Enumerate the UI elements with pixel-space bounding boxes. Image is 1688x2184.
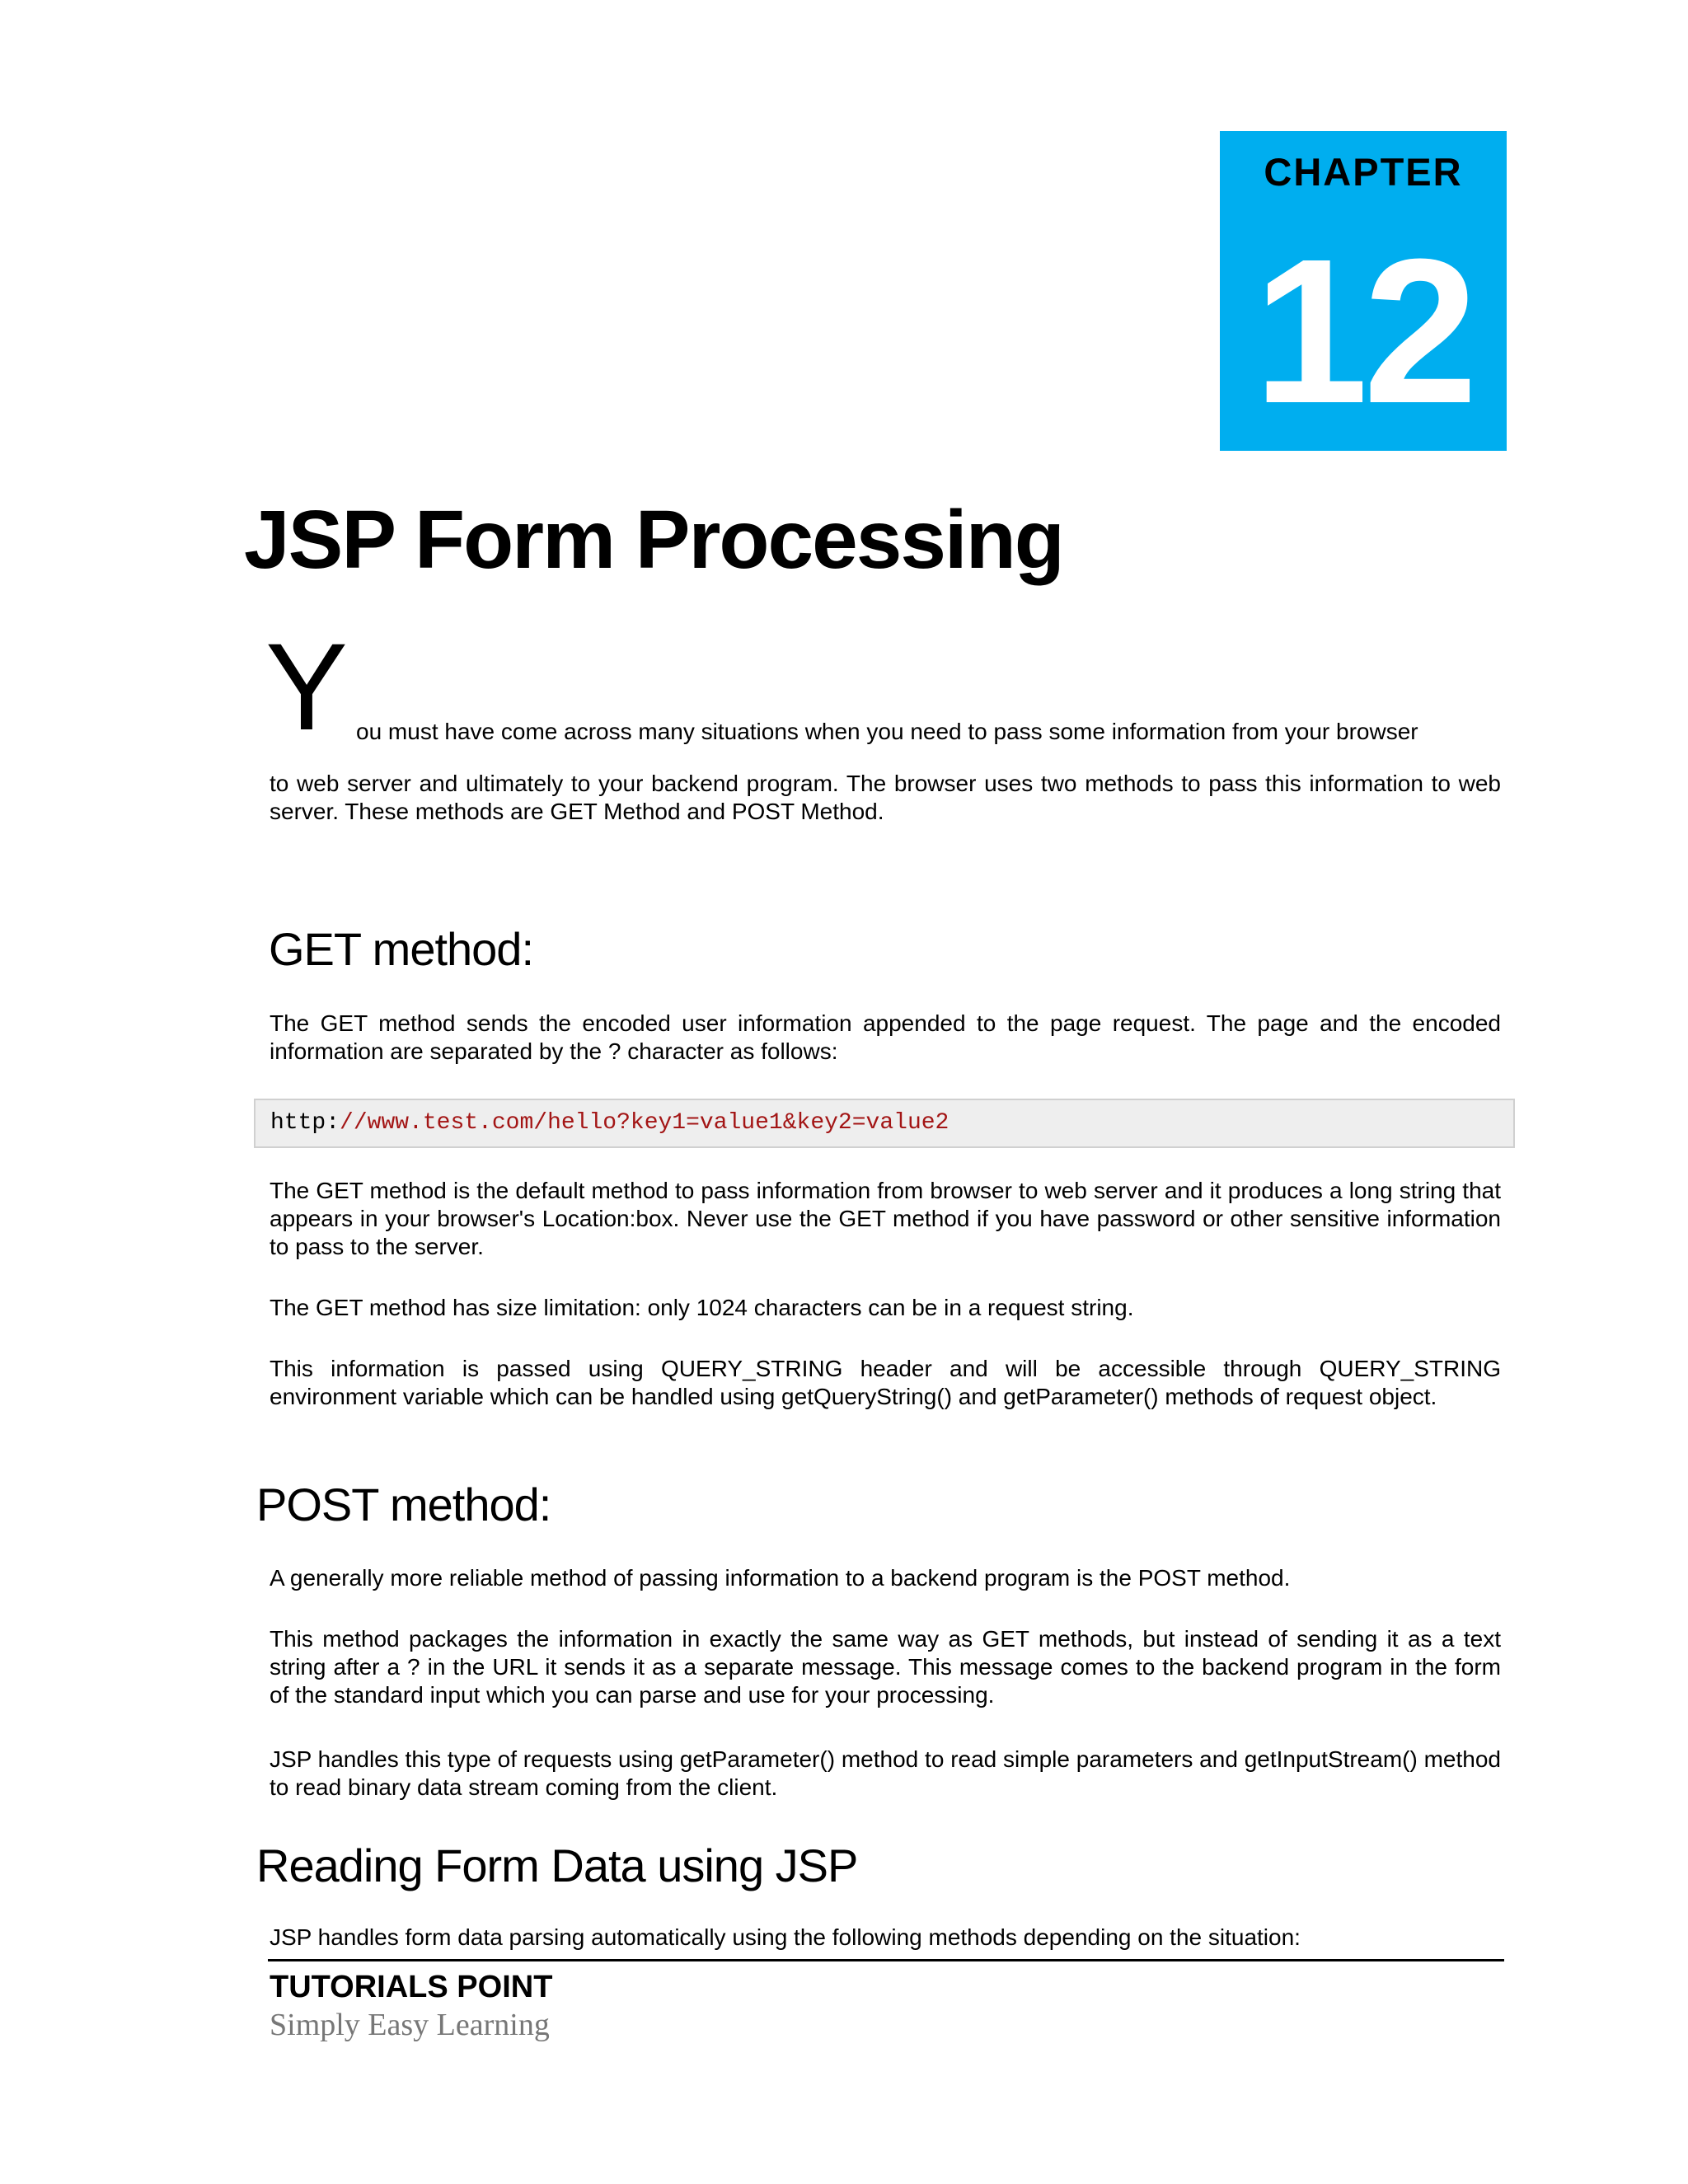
post-paragraph-2: This method packages the information in exactly the same way as GET methods, but instead of sending it as a text string after a ? in the URL it sends it as a separate message. This message comes to the backend program in the form of the standard input which you can parse and use for your processing.: [270, 1626, 1501, 1708]
get-paragraph-2: The GET method is the default method to pass information from browser to web server and it produces a long string that appears in your browser's Location:box. Never use the GET method if you have password or other sensitive information to pass to the server.: [270, 1178, 1501, 1259]
chapter-label: CHAPTER: [1264, 150, 1463, 194]
post-method-heading: POST method:: [256, 1479, 551, 1530]
chapter-badge: [1220, 131, 1507, 451]
get-paragraph-1: The GET method sends the encoded user information appended to the page request. The page and the encoded information are separated by the ? character as follows:: [270, 1010, 1501, 1064]
post-paragraph-3: JSP handles this type of requests using getParameter() method to read simple parameters and getInputStream() method to read binary data stream coming from the client.: [270, 1746, 1501, 1800]
chapter-number: 12: [1253, 216, 1474, 446]
get-paragraph-3: The GET method has size limitation: only 1024 characters can be in a request string.: [270, 1295, 1134, 1320]
reading-heading: Reading Form Data using JSP: [256, 1840, 858, 1891]
intro-first-line: ou must have come across many situations when you need to pass some information from your browser: [356, 719, 1418, 744]
get-method-heading: GET method:: [269, 923, 534, 975]
footer-brand: TUTORIALS POINT: [270, 1970, 553, 2004]
footer-tagline: Simply Easy Learning: [270, 2008, 550, 2042]
reading-paragraph-1: JSP handles form data parsing automatically using the following methods depending on the situation:: [270, 1924, 1301, 1950]
post-paragraph-1: A generally more reliable method of passing information to a backend program is the POST method.: [270, 1565, 1291, 1591]
drop-cap: Y: [265, 617, 349, 756]
get-paragraph-4: This information is passed using QUERY_STRING header and will be accessible through QUERY_STRING environment variable which can be handled using getQueryString() and getParameter() methods of request object.: [270, 1356, 1501, 1409]
code-colon: :: [326, 1110, 340, 1136]
chapter-title: JSP Form Processing: [244, 494, 1063, 586]
footer-divider: [268, 1959, 1504, 1961]
code-protocol: http: [270, 1110, 326, 1136]
code-url: //www.test.com/hello?key1=value1&key2=value2: [340, 1110, 950, 1136]
intro-paragraph: to web server and ultimately to your backend program. The browser uses two methods to pass this information to web server. These methods are GET Method and POST Method.: [270, 771, 1501, 824]
code-example: [254, 1099, 1515, 1148]
